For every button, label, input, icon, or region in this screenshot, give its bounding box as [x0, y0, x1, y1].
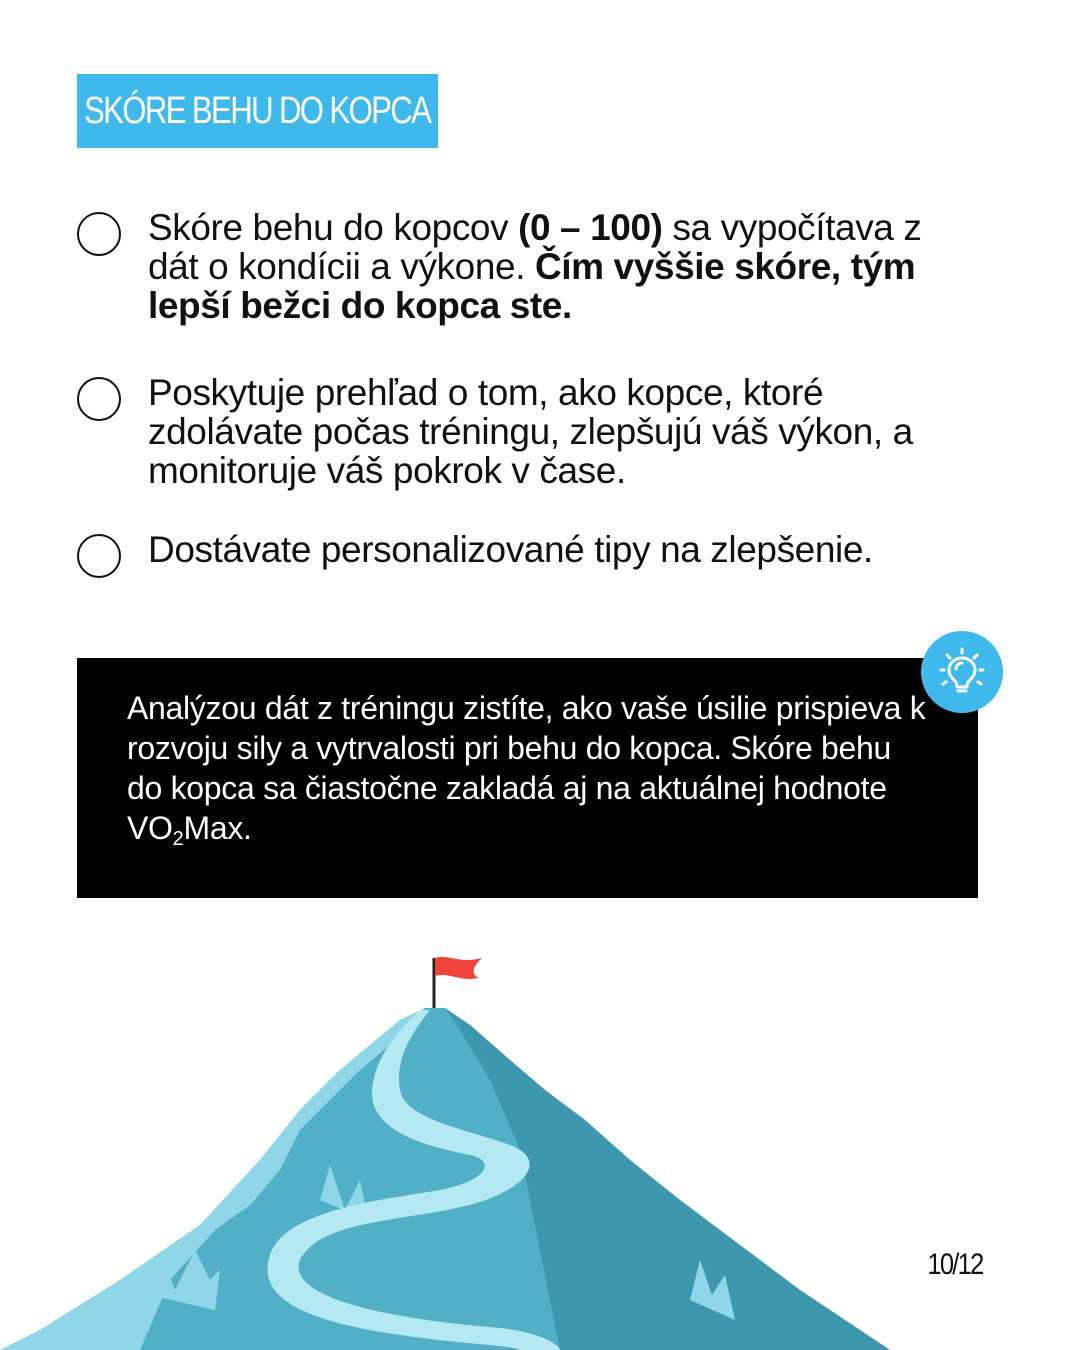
- title-banner: [77, 74, 438, 148]
- bullet-text-bold: Čím vyššie skóre, tým lepší bežci do kopca ste.: [148, 246, 916, 326]
- info-text-main: Analýzou dát z tréningu zistíte, ako vaše úsilie prispieva k rozvoju sily a vytrvalosti pri behu do kopca. Skóre behu do kopca sa čiastočne zakladá aj na aktuálnej hodnote VO: [127, 690, 926, 846]
- bullet-text-segment: sa vypočítava z dát o kondícii a výkone.: [148, 207, 922, 287]
- page-number: 10/12: [927, 1248, 983, 1281]
- flag-icon: [435, 957, 482, 979]
- page-title: SKÓRE BEHU DO KOPCA: [84, 90, 431, 132]
- info-text-end: Max.: [183, 810, 252, 846]
- lightbulb-badge: [921, 631, 1003, 713]
- bullet-text-bold: (0 – 100): [518, 207, 663, 248]
- bullet-item: [77, 530, 937, 578]
- bullet-item: [77, 208, 937, 325]
- bullet-item: [77, 373, 937, 490]
- info-text-subscript: 2: [172, 828, 184, 850]
- bullet-text-segment: Poskytuje prehľad o tom, ako kopce, ktoré zdolávate počas tréningu, zlepšujú váš výkon, a monitoruje váš pokrok v čase.: [148, 372, 913, 491]
- lightbulb-icon: [934, 644, 990, 700]
- bullet-text: [148, 530, 873, 569]
- info-text: [127, 688, 927, 848]
- bullet-text: [148, 373, 937, 490]
- bullet-circle-icon: [77, 534, 121, 578]
- bullet-text-segment: Dostávate personalizované tipy na zlepšenie.: [148, 529, 873, 570]
- bullet-text: [148, 208, 937, 325]
- info-box: [77, 658, 978, 898]
- bullet-circle-icon: [77, 212, 121, 256]
- bullet-circle-icon: [77, 377, 121, 421]
- mountain-illustration: [0, 950, 1080, 1350]
- bullet-text-segment: Skóre behu do kopcov: [148, 207, 519, 248]
